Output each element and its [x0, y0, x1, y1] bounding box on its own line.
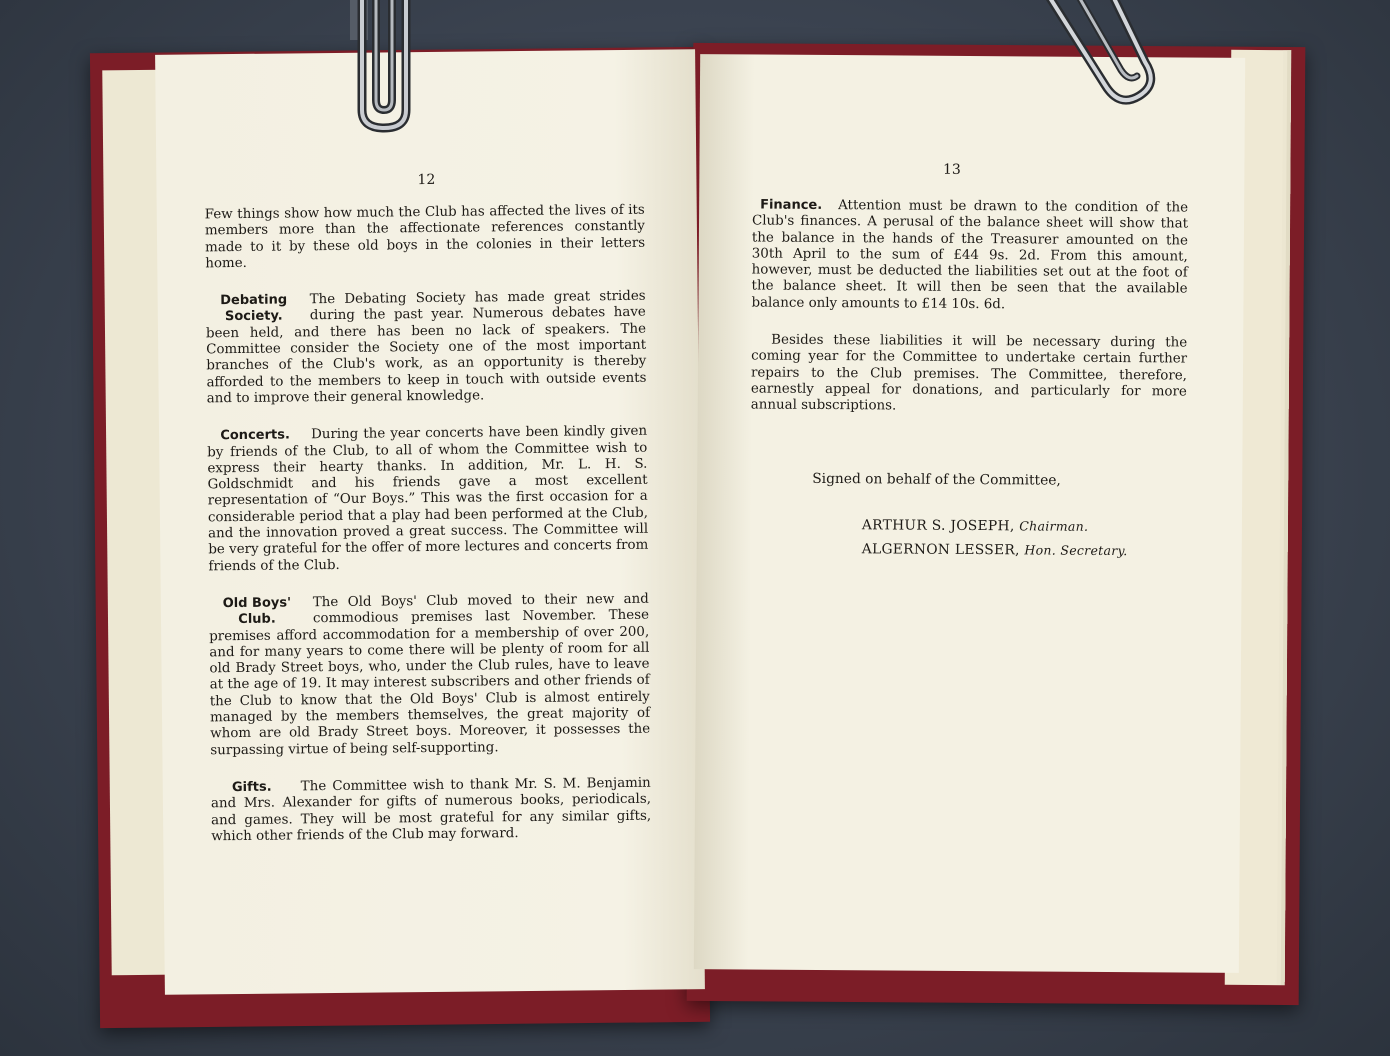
section-body: The Old Boys' Club moved to their new and commodious premises last November. These premises afford accommodation for a membership of over 200, and for many years to come there will be plenty of room for all old Brady Street boys, who, under the Club rules, have to leave at the age of 19. It may interest subscribers and other friends of the Club to know that the Old Boys' Club is almost entirely managed by the members themselves, the great majority of whom are old Brady Street boys. Moreover, it possesses the surpassing virtue of being self-supporting. [209, 591, 651, 758]
section-gifts [211, 776, 652, 846]
side-heading: Debating Society. [220, 292, 288, 325]
page-number: 13 [942, 161, 961, 178]
paper-clip-left-icon [340, 0, 430, 140]
liabilities-paragraph: Besides these liabilities it will be necessary during the coming year for the Committee to undertake certain further repairs to the Club premises. The Committee, therefore, earnestly appeal for donations, and particularly for more annual subscriptions. [750, 332, 1188, 414]
section-body: The Committee wish to thank Mr. S. M. Benjamin and Mrs. Alexander for gifts of numerous books, periodicals, and games. They will be most grateful for any similar gifts, which other friends of the Club may forward. [210, 775, 652, 845]
signatory-chairman [862, 517, 1089, 535]
closing-line: Signed on behalf of the Committee, [812, 470, 1061, 489]
right-page [694, 54, 1245, 973]
left-text-column [205, 203, 652, 867]
signatory-role: Hon. Secretary. [1024, 542, 1128, 559]
section-concerts [207, 424, 649, 575]
section-debating-society [206, 289, 647, 408]
intro-paragraph: Few things show how much the Club has affected the lives of its members more than the affectionate references constantly made to it by these old boys in the colonies in their letters home. [204, 202, 646, 272]
signatory-name: ARTHUR S. JOSEPH, [861, 517, 1015, 535]
paper-clip-right-icon [1035, 0, 1175, 120]
side-heading: Gifts. [231, 779, 272, 795]
section-body: Attention must be drawn to the condition of the Club's finances. A perusal of the balance sheet will show that the balance in the hands of the Treasurer amounted on the 30th April to the sum of £44 9s. 2d. From this amount, however, must be deducted the liabilities set out at the foot of the balance sheet. It will then be seen that the available balance only amounts to £14 10s. 6d. [751, 198, 1189, 313]
page-number: 12 [417, 171, 436, 189]
signatory-name: ALGERNON LESSER, [861, 541, 1020, 559]
left-page [155, 49, 705, 995]
section-finance [751, 197, 1188, 314]
section-old-boys-club [209, 592, 651, 760]
section-body: During the year concerts have been kindly given by friends of the Club, to all of whom the Committee wish to express their hearty thanks. In addition, Mr. L. H. S. Goldschmidt and his friends gave a most excellent representation of “Our Boys.” This was the first occasion for a considerable period that a play had been performed at the Club, and the innovation proved a great success. The Committee will be very grateful for the offer of more lectures and concerts from friends of the Club. [207, 423, 649, 574]
signatory-role: Chairman. [1019, 518, 1089, 534]
signatory-secretary [862, 541, 1128, 559]
right-text-column [751, 197, 1189, 438]
side-heading: Old Boys' Club. [222, 595, 292, 628]
side-heading: Finance. [760, 197, 823, 213]
section-body: The Debating Society has made great strides during the past year. Numerous debates have been held, and there has been no lack of speakers. The Committee consider the Society one of the most important branches of the Club's work, as an opportunity is thereby afforded to the members to keep in touch with outside events and to improve their general knowledge. [205, 288, 647, 407]
side-heading: Concerts. [220, 427, 290, 444]
